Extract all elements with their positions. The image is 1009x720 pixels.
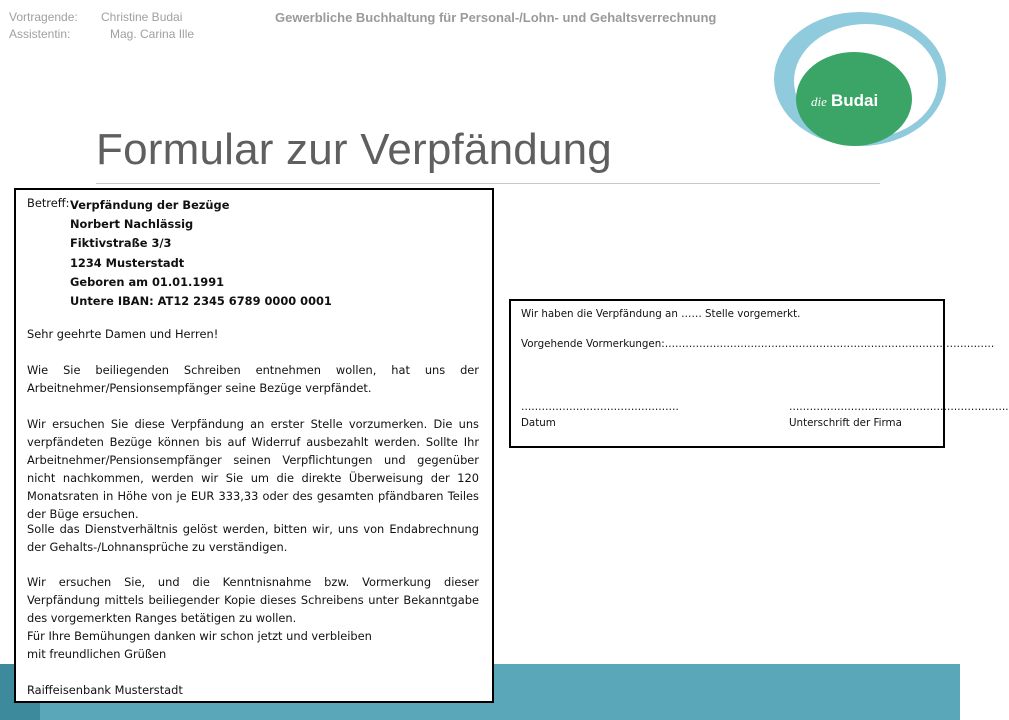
subject-line: Norbert Nachlässig <box>70 217 194 232</box>
signature-label: Unterschrift der Firma <box>789 417 902 429</box>
assistant-name: Mag. Carina Ille <box>110 27 195 41</box>
sender-name: Raiffeisenbank Musterstadt <box>27 683 183 697</box>
subject-line: Geboren am 01.01.1991 <box>70 274 225 289</box>
pledge-letter <box>14 188 494 703</box>
presenter-label: Vortragende: <box>9 10 78 24</box>
assistant-label: Assistentin: <box>9 27 71 41</box>
presenter-name: Christine Budai <box>101 10 183 24</box>
title-divider <box>96 183 880 184</box>
presenter-info <box>9 9 194 43</box>
presentation-topic: Gewerbliche Buchhaltung für Personal-/Lohn- und Gehaltsverrechnung <box>275 10 717 25</box>
date-line: ………………………………………. <box>521 401 679 413</box>
salutation: Sehr geehrte Damen und Herren! <box>27 327 219 341</box>
subject-label: Betreff: <box>27 196 70 210</box>
paragraph-2: Wir ersuchen Sie diese Verpfändung an erster Stelle vorzumerken. Die uns verpfändeten Bezüge können bis auf Widerruf ausbezahlt werden. Sollte Ihr Arbeitnehmer/Pensionsempfänger seinen Verpflichtungen und gegenüber nicht nachkommen, werden wir Sie um die direkte Überweisung der 120 Monatsraten in Höhe von je EUR 333,33 oder des gesamten pfändbaren Teiles der Büge ersuchen. <box>27 417 479 521</box>
logo-text: Budai <box>831 91 879 110</box>
paragraph-4: Wir ersuchen Sie, und die Kenntnisnahme bzw. Vormerkung dieser Verpfändung mittels beiliegender Kopie dieses Schreibens unter Bekanntgabe des vorgemerkten Ranges betätigen zu wollen. <box>27 575 479 625</box>
signature-line: ………………………………………………………. <box>789 401 1009 413</box>
subject-line: Fiktivstraße 3/3 <box>70 236 172 251</box>
rank-note: Wir haben die Verpfändung an …… Stelle vorgemerkt. <box>521 308 801 320</box>
closing-line-1: Für Ihre Bemühungen danken wir schon jetzt und verbleiben <box>27 629 372 643</box>
paragraph-1: Wie Sie beiliegenden Schreiben entnehmen wollen, hat uns der Arbeitnehmer/Pensionsempfänger seine Bezüge verpfändet. <box>27 363 479 395</box>
subject-line: 1234 Musterstadt <box>70 255 185 270</box>
paragraph-3: Solle das Dienstverhältnis gelöst werden, bitten wir, uns von Endabrechnung der Gehalts-/Lohnansprüche zu verständigen. <box>27 522 479 554</box>
closing-line-2: mit freundlichen Grüßen <box>27 647 167 661</box>
page-title: Formular zur Verpfändung <box>96 125 612 174</box>
subject-line: Untere IBAN: AT12 2345 6789 0000 0001 <box>70 294 332 309</box>
logo-text-italic: die <box>811 94 827 109</box>
date-label: Datum <box>521 417 556 429</box>
acknowledgement-box <box>509 299 1009 448</box>
subject-block <box>27 196 332 311</box>
prior-entries: Vorgehende Vormerkungen:…………………………………………………………………………………… <box>521 338 995 350</box>
subject-line: Verpfändung der Bezüge <box>70 198 230 212</box>
budai-logo <box>768 9 948 149</box>
